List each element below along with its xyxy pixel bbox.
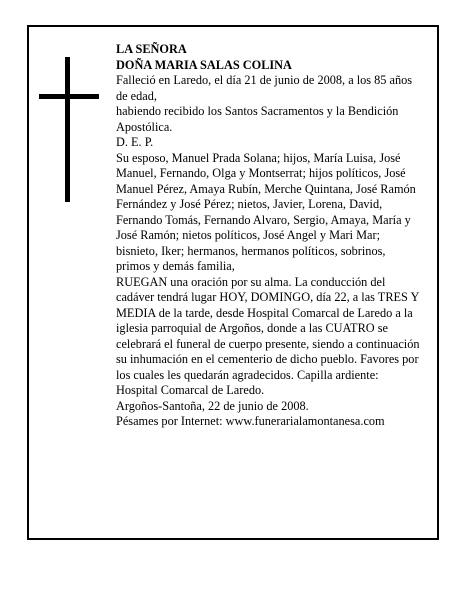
- condolences-line: Pésames por Internet: www.funerarialamontanesa.com: [116, 414, 385, 428]
- cross-icon: [39, 57, 99, 202]
- place-date: Argoños-Santoña, 22 de junio de 2008.: [116, 398, 309, 413]
- cross-horizontal-bar: [39, 94, 99, 99]
- cross-vertical-bar: [65, 57, 70, 202]
- obituary-title: LA SEÑORA: [116, 42, 187, 56]
- family-list: Su esposo, Manuel Prada Solana; hijos, María Luisa, José Manuel, Fernando, Olga y Montserrat; hijos políticos, José Manuel Pérez, Amaya Rubín, Merche Quintana, José Ramón Fernández y José Pérez; nietos, Javier, Lorena, David, Fernando Tomás, Fernando Alvaro, Sergio, Amaya, María y José Ramón; nietos políticos, José Angel y Mari Mar; bisnieto, Iker; hermanos, hermanos políticos, sobrinos, primos y demás familia,: [116, 150, 416, 273]
- sacraments-text: habiendo recibido los Santos Sacramentos y la Bendición Apostólica.: [116, 104, 399, 134]
- dep-text: D. E. P.: [116, 135, 154, 149]
- obituary-text: [116, 42, 421, 430]
- death-details: Falleció en Laredo, el día 21 de junio de 2008, a los 85 años de edad,: [116, 73, 413, 103]
- deceased-name: DOÑA MARIA SALAS COLINA: [116, 57, 292, 72]
- funeral-request: RUEGAN una oración por su alma. La conducción del cadáver tendrá lugar HOY, DOMINGO, día 22, a las TRES Y MEDIA de la tarde, desde Hospital Comarcal de Laredo a la iglesia parroquial de Argoños, donde a las CUATRO se celebrará el funeral de cuerpo presente, siendo a continuación su inhumación en el cementerio de dicho pueblo. Favores por los cuales les quedarán agradecidos. Capilla ardiente: Hospital Comarcal de Laredo.: [116, 274, 420, 397]
- obituary-card: [27, 25, 439, 540]
